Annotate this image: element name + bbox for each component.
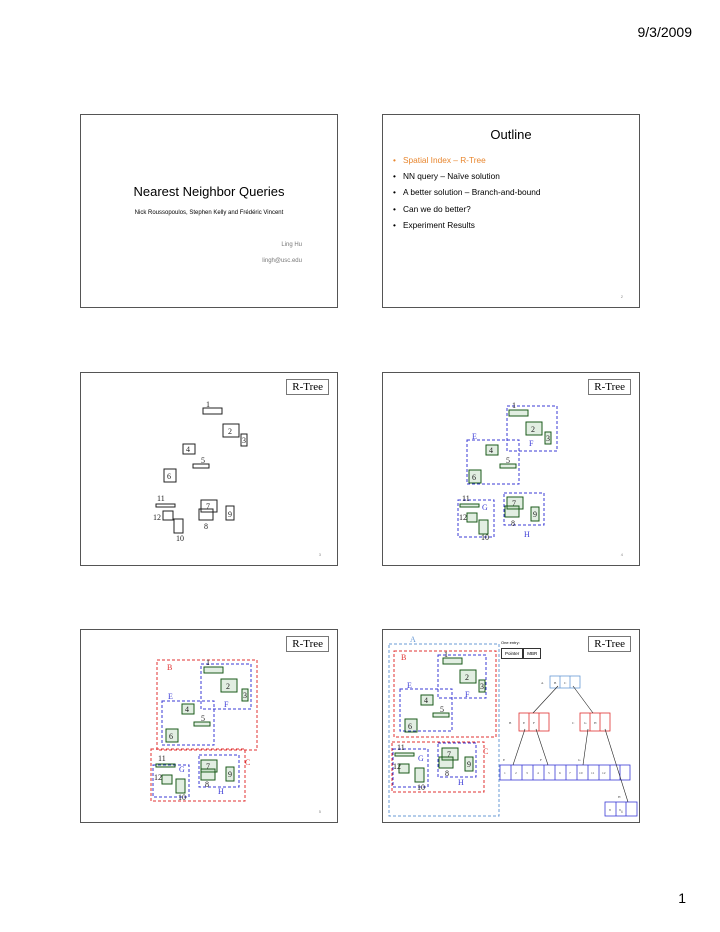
tree-entry-label: A — [541, 681, 544, 685]
slide-number: 6 — [620, 809, 623, 814]
outline-item: • Spatial Index – R-Tree — [393, 155, 540, 165]
object-label: 12 — [154, 773, 162, 782]
object-label: 5 — [201, 714, 205, 723]
slide-outline — [382, 114, 640, 308]
object-label: 9 — [228, 510, 232, 519]
object-label: 11 — [157, 494, 165, 503]
tree-entry-label: C — [572, 721, 575, 725]
object-label: 1 — [206, 400, 210, 409]
object-label: 6 — [169, 732, 173, 741]
rtree-diagram — [81, 630, 337, 822]
node-label-f: F — [224, 700, 229, 709]
node-label-b: B — [167, 663, 173, 672]
slide-rtree-internal-mbrs — [80, 629, 338, 823]
object-label: 8 — [445, 769, 449, 778]
presenter-email: lingh@usc.edu — [262, 258, 302, 264]
tree-entry-label: 8 — [609, 808, 611, 812]
object-label: 4 — [424, 696, 428, 705]
object-label: 9 — [228, 770, 232, 779]
object-label: 10 — [176, 534, 184, 543]
object-label: 4 — [489, 446, 493, 455]
tree-entry-label: H — [618, 795, 621, 799]
tree-entry-label: 1 — [504, 771, 506, 775]
slide-number: 2 — [620, 294, 623, 299]
object-label: 4 — [185, 705, 189, 714]
outline-item: • A better solution – Branch-and-bound — [393, 187, 540, 197]
entry-field: MBR — [523, 648, 541, 659]
slide-rtree-objects — [80, 372, 338, 566]
object-label: 7 — [206, 762, 210, 771]
rtree-diagram — [81, 373, 337, 565]
tree-entry-label: 5 — [548, 771, 550, 775]
presenter-name: Ling Hu — [281, 242, 302, 248]
object-label: 5 — [440, 705, 444, 714]
object-label: 8 — [205, 780, 209, 789]
rtree-diagram — [383, 373, 639, 565]
node-label-h: H — [458, 778, 464, 787]
outline-item: • NN query – Naïve solution — [393, 171, 540, 181]
rtree-title: R-Tree — [286, 379, 329, 395]
node-label-g: G — [482, 503, 488, 512]
tree-entry-label: 6 — [559, 771, 561, 775]
object-label: 2 — [228, 427, 232, 436]
tree-entry-label: 4 — [537, 771, 539, 775]
node-label-e: E — [407, 681, 412, 690]
outline-title: Outline — [490, 127, 532, 142]
tree-entry-label: B — [554, 681, 557, 685]
object-label: 1 — [512, 401, 516, 410]
object-label: 6 — [472, 473, 476, 482]
object-label: 9 — [467, 760, 471, 769]
outline-item: • Experiment Results — [393, 220, 540, 230]
entry-legend-label: One entry: — [501, 640, 520, 645]
tree-entry-label: E — [523, 721, 526, 725]
object-label: 12 — [393, 762, 401, 771]
node-label-f: F — [465, 690, 470, 699]
node-label-g: G — [418, 754, 424, 763]
rtree-title: R-Tree — [286, 636, 329, 652]
rtree-title: R-Tree — [588, 379, 631, 395]
object-label: 12 — [153, 513, 161, 522]
node-label-h: H — [218, 787, 224, 796]
object-label: 7 — [447, 750, 451, 759]
tree-entry-label: H — [594, 721, 597, 725]
object-label: 7 — [512, 499, 516, 508]
object-label: 3 — [480, 682, 484, 691]
object-label: 10 — [178, 793, 186, 802]
object-label: 10 — [481, 533, 489, 542]
slide-number: 3 — [318, 552, 321, 557]
object-label: 3 — [242, 436, 246, 445]
tree-entry-label: F — [540, 758, 542, 762]
rtree-title: R-Tree — [588, 636, 631, 652]
object-label: 9 — [533, 510, 537, 519]
object-label: 7 — [206, 502, 210, 511]
page-number: 1 — [678, 890, 686, 906]
node-label-h: H — [524, 530, 530, 539]
slide-number: 4 — [620, 552, 623, 557]
slide-rtree-structure — [382, 629, 640, 823]
object-label: 3 — [546, 434, 550, 443]
slide-rtree-leaf-mbrs — [382, 372, 640, 566]
object-label: 11 — [397, 743, 405, 752]
object-label: 3 — [243, 691, 247, 700]
page-date: 9/3/2009 — [637, 24, 692, 40]
outline-list — [393, 155, 540, 236]
tree-entry-label: E — [503, 758, 506, 762]
tree-entry-label: 3 — [526, 771, 528, 775]
entry-field: Pointer — [501, 648, 523, 659]
tree-entry-label: B — [509, 721, 512, 725]
slide-number: 5 — [318, 809, 321, 814]
object-label: 6 — [167, 472, 171, 481]
slide-authors: Nick Roussopoulos, Stephen Kelly and Frédéric Vincent — [134, 210, 284, 216]
tree-entry-label: 11 — [591, 771, 595, 775]
node-label-g: G — [179, 765, 185, 774]
node-label-c: C — [245, 758, 251, 767]
object-label: 2 — [531, 425, 535, 434]
node-label-e: E — [472, 432, 477, 441]
object-label: 1 — [444, 650, 448, 659]
tree-entry-label: F — [533, 721, 535, 725]
node-label-b: B — [401, 653, 407, 662]
node-label-e: E — [168, 692, 173, 701]
slide-title-heading: Nearest Neighbor Queries — [133, 184, 285, 199]
object-label: 5 — [201, 456, 205, 465]
object-label: 12 — [459, 513, 467, 522]
object-label: 5 — [506, 456, 510, 465]
tree-entry-label: 12 — [602, 771, 606, 775]
object-label: 1 — [206, 658, 210, 667]
node-label-a: A — [410, 635, 416, 644]
object-label: 11 — [462, 494, 470, 503]
object-label: 2 — [226, 682, 230, 691]
slide-title — [80, 114, 338, 308]
entry-legend — [501, 648, 541, 659]
tree-entry-label: 9 — [619, 808, 621, 812]
object-label: 8 — [511, 519, 515, 528]
node-label-f: F — [529, 439, 534, 448]
object-label: 8 — [204, 522, 208, 531]
object-label: 2 — [465, 673, 469, 682]
tree-entry-label: C — [564, 681, 567, 685]
outline-item: • Can we do better? — [393, 204, 540, 214]
tree-entry-label: 2 — [515, 771, 517, 775]
node-label-c: C — [483, 747, 489, 756]
tree-entry-label: 7 — [569, 771, 571, 775]
tree-entry-label: G — [578, 758, 581, 762]
object-label: 10 — [417, 783, 425, 792]
object-label: 11 — [158, 754, 166, 763]
object-label: 6 — [408, 722, 412, 731]
tree-entry-label: G — [584, 721, 587, 725]
tree-entry-label: 10 — [579, 771, 583, 775]
object-label: 4 — [186, 445, 190, 454]
